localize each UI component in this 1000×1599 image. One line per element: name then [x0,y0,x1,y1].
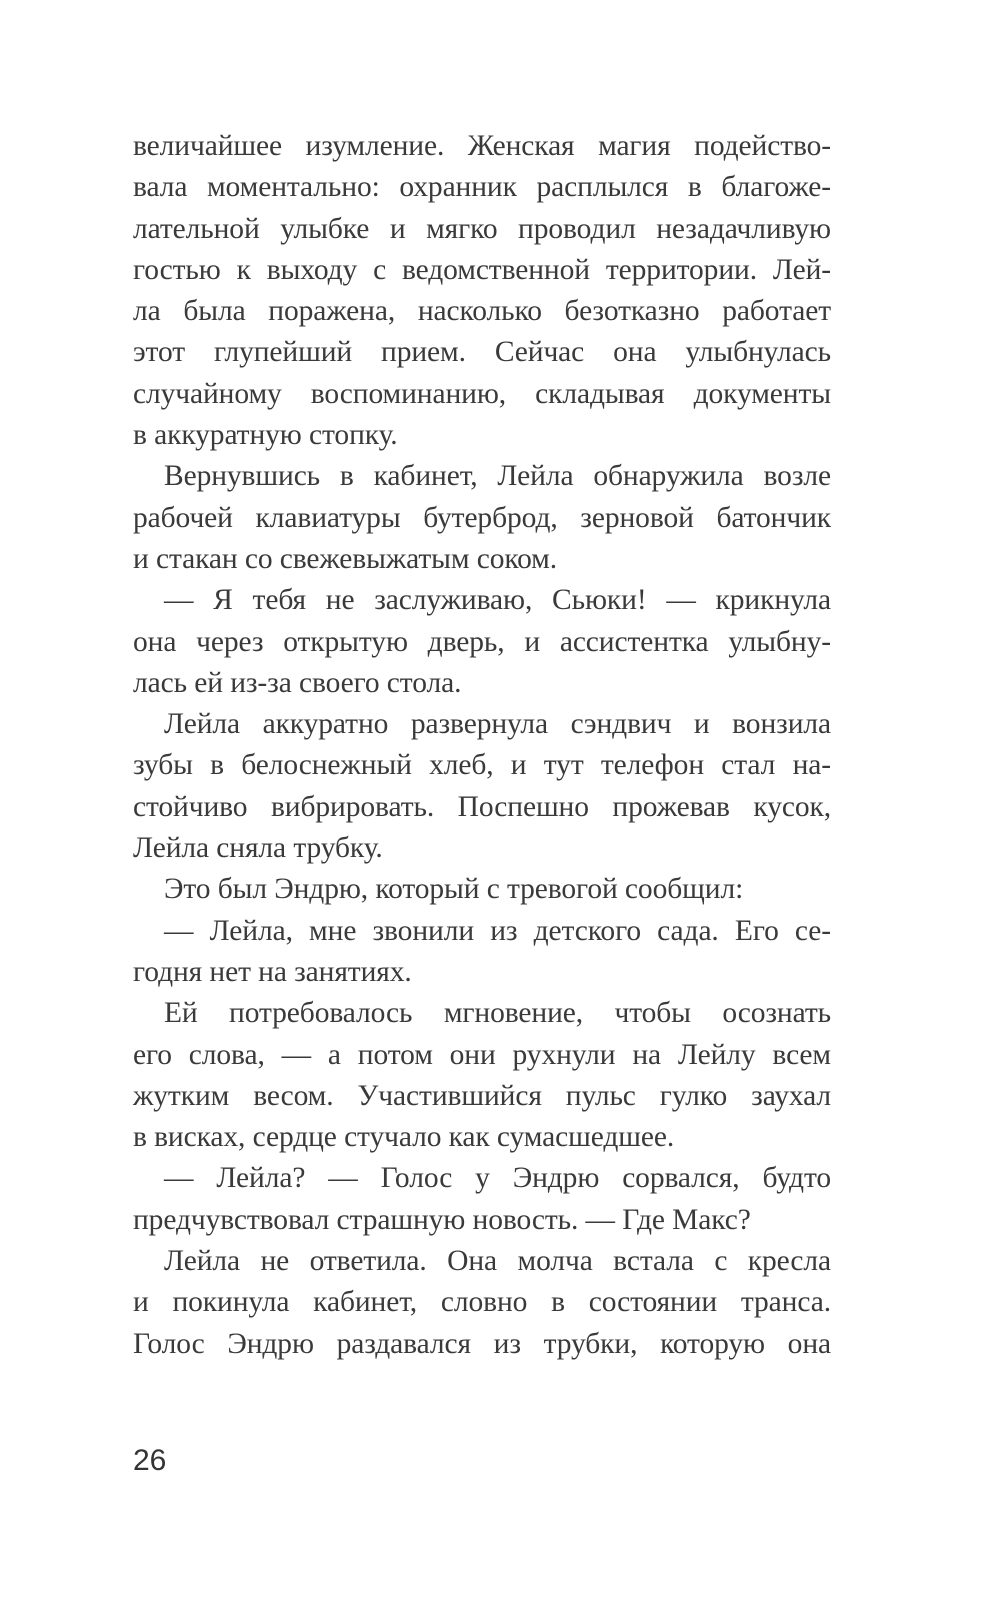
text-line: лательной улыбке и мягко проводил незадачливую [133,212,831,245]
text-line: рабочей клавиатуры бутерброд, зерновой батончик [133,501,831,534]
text-line: ла была поражена, насколько безотказно работает [133,295,831,328]
text-line: стойчиво вибрировать. Поспешно прожевав кусок, [133,790,831,823]
text-line: Вернувшись в кабинет, Лейла обнаружила возле [164,460,831,493]
text-line: — Лейла? — Голос у Эндрю сорвался, будто [164,1162,831,1195]
text-line: она через открытую дверь, и ассистентка улыбну- [133,625,831,658]
text-line: гостью к выходу с ведомственной территории. Лей- [133,253,831,286]
text-line: и покинула кабинет, словно в состоянии транса. [133,1286,831,1319]
text-line: Лейла не ответила. Она молча встала с кресла [164,1245,831,1278]
text-line: в висках, сердце стучало как сумасшедшее. [133,1121,675,1154]
text-line: Ей потребовалось мгновение, чтобы осознать [164,997,831,1030]
text-line: и стакан со свежевыжатым соком. [133,542,558,575]
text-line: предчувствовал страшную новость. — Где Макс? [133,1203,751,1236]
text-line: жутким весом. Участившийся пульс гулко заухал [133,1079,831,1112]
text-line: его слова, — а потом они рухнули на Лейлу всем [133,1038,831,1071]
text-line: Лейла аккуратно развернула сэндвич и вонзила [164,708,831,741]
text-line: — Я тебя не заслуживаю, Сьюки! — крикнула [164,584,831,617]
text-line: Голос Эндрю раздавался из трубки, которую она [133,1327,831,1360]
text-line: величайшее изумление. Женская магия подейство- [133,130,831,162]
text-line: в аккуратную стопку. [133,419,398,452]
text-line: — Лейла, мне звонили из детского сада. Его се- [164,914,831,947]
page-number: 26 [133,1444,167,1477]
body-text [133,126,831,1365]
text-line: Лейла сняла трубку. [133,832,383,865]
text-line: случайному воспоминанию, складывая документы [133,377,831,410]
text-line: этот глупейший прием. Сейчас она улыбнулась [133,336,831,369]
text-line: зубы в белоснежный хлеб, и тут телефон стал на- [133,749,831,782]
text-line: Это был Эндрю, который с тревогой сообщил: [164,873,744,906]
text-line: вала моментально: охранник расплылся в благоже- [133,171,831,204]
text-line: лась ей из-за своего стола. [133,666,462,699]
text-line: годня нет на занятиях. [133,955,412,988]
